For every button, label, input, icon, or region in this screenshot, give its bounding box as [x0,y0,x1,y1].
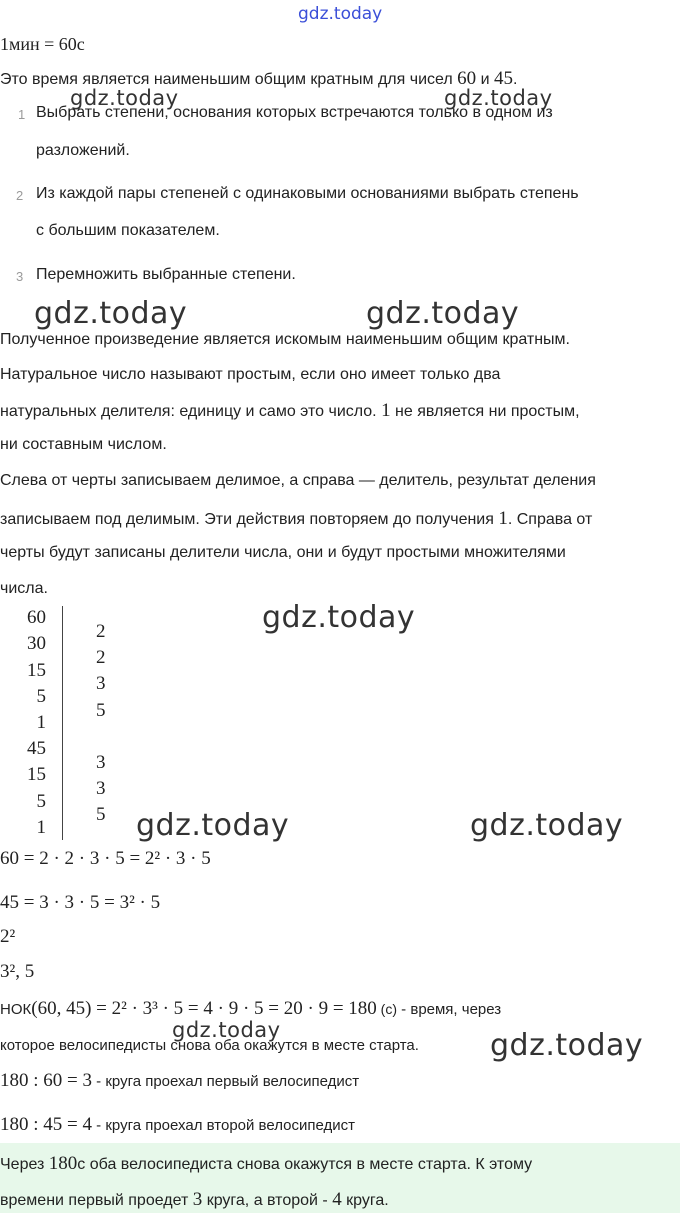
laps-first-text: - круга проехал первый велосипедист [92,1073,360,1090]
divisor: 2 [96,621,106,642]
dividend: 45 [27,738,46,759]
answer-text: с оба велосипедиста снова окажутся в месте старта. К этому [77,1156,533,1173]
laps-second-text: - круга проехал второй велосипедист [92,1117,355,1134]
method-one: 1 [498,508,508,529]
answer-text: Через [0,1156,49,1173]
answer-laps-second: 4 [332,1189,342,1210]
intro-end: . [512,71,518,88]
dividend: 60 [27,607,46,628]
divisor: 3 [96,778,106,799]
method-line-2 [0,508,592,530]
dividend: 5 [36,686,46,707]
answer-line-2 [0,1189,389,1211]
watermark: gdz.today [172,1018,281,1042]
intro-text: Это время является наименьшим общим кратным для чисел [0,71,458,88]
method-line-3: черты будут записаны делители числа, они и будут простыми множителями [0,544,566,561]
watermark: gdz.today [366,296,520,331]
prime-def-line-3: ни составным числом. [0,436,167,453]
dividend: 15 [27,764,46,785]
step-2-line-2: с большим показателем. [36,222,220,239]
method-line-4: числа. [0,580,48,597]
watermark: gdz.today [470,808,624,843]
answer-line-1 [0,1153,532,1175]
lcm-line-2: которое велосипедисты снова оба окажутся в месте старта. [0,1037,419,1054]
prime-def-line-2 [0,400,580,422]
lcm-unit: (с) [376,1001,398,1017]
watermark: gdz.today [70,86,179,110]
intro-n2: 45 [493,68,513,89]
step-2-line-1: Из каждой пары степеней с одинаковыми основаниями выбрать степень [36,185,579,202]
minute-conversion-text: 1мин = 60с [0,34,85,54]
step-number-2 [16,187,23,205]
watermark: gdz.today [34,296,188,331]
method-line-1: Слева от черты записываем делимое, а справа — делитель, результат деления [0,472,596,489]
step-number-text: 1 [18,107,26,122]
step-number-text: 2 [16,188,24,203]
lcm-text: - время, через [397,1001,502,1018]
prime-def-text: не является ни простым, [390,403,580,420]
prime-def-line-1: Натуральное число называют простым, если оно имеет только два [0,366,501,383]
laps-second-cyclist [0,1114,355,1136]
product-text: Полученное произведение является искомым наименьшим общим кратным. [0,331,570,348]
step-3-line-1: Перемножить выбранные степени. [36,266,296,283]
answer-text: круга. [341,1192,389,1209]
dividend: 1 [36,712,46,733]
answer-box [0,1143,680,1213]
divisor: 3 [96,752,106,773]
minute-conversion [0,34,85,55]
intro-n1: 60 [457,68,477,89]
intro-and: и [476,71,494,88]
answer-text: круга, а второй - [202,1192,333,1209]
method-text: записываем под делимым. Эти действия повторяем до получения [0,511,499,528]
step-number-3 [16,268,23,286]
dividend: 5 [36,791,46,812]
division-line [62,606,63,840]
prime-def-text: натуральных делителя: единицу и само это число. [0,403,382,420]
selected-power-1: 2² [0,926,16,947]
answer-laps-first: 3 [192,1189,203,1210]
watermark: gdz.today [262,600,416,635]
step-1-line-1: Выбрать степени, основания которых встречаются только в одном из [36,104,553,121]
equation-45: 45 = 3 · 3 · 5 = 3² · 5 [0,892,161,913]
lcm-line-1 [0,998,501,1020]
dividend: 1 [36,817,46,838]
step-number-1 [18,106,25,124]
laps-first-cyclist [0,1070,359,1092]
watermark: gdz.today [444,86,553,110]
selected-power-2: 3², 5 [0,961,35,982]
watermark-top: gdz.today [298,4,383,24]
laps-second-expression: 180 : 45 = 4 [0,1114,92,1135]
method-text: . Справа от [507,511,593,528]
answer-time: 180 [48,1153,78,1174]
prime-def-one: 1 [381,400,391,421]
divisor: 2 [96,647,106,668]
watermark: gdz.today [136,808,290,843]
lcm-label: НОК [0,1001,32,1018]
answer-text: времени первый проедет [0,1192,193,1209]
divisor: 5 [96,700,106,721]
equation-60: 60 = 2 · 2 · 3 · 5 = 2² · 3 · 5 [0,848,211,869]
divisor: 5 [96,804,106,825]
step-1-line-2: разложений. [36,142,130,159]
divisor: 3 [96,673,106,694]
step-number-text: 3 [16,269,24,284]
dividend: 15 [27,660,46,681]
laps-first-expression: 180 : 60 = 3 [0,1070,92,1091]
dividend: 30 [27,633,46,654]
lcm-expression: (60, 45) = 2² · 3³ · 5 = 4 · 9 · 5 = 20 · 9 = 180 [31,998,377,1019]
watermark: gdz.today [490,1028,644,1063]
